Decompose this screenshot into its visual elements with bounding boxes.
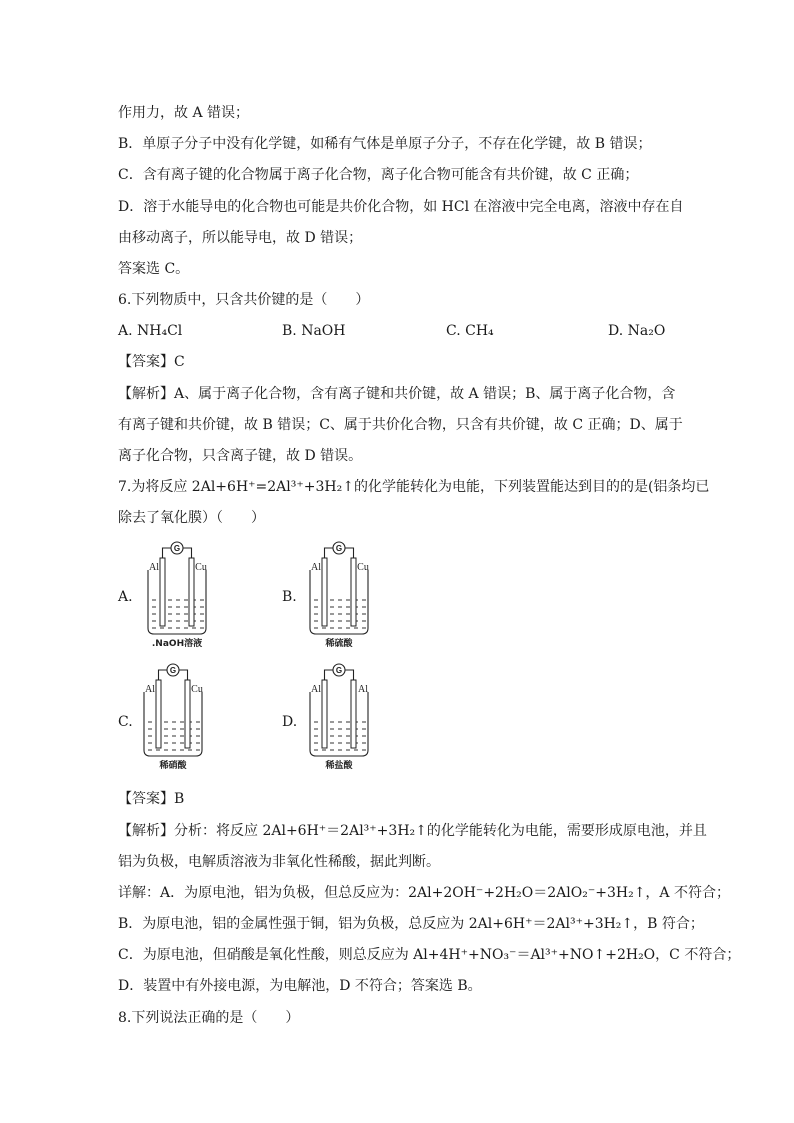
wire-right <box>183 548 192 558</box>
galvanometer-label: G <box>169 666 177 675</box>
cell-diagram <box>140 662 206 772</box>
left-electrode <box>322 680 327 748</box>
right-electrode-label: Al <box>358 684 368 695</box>
wire-right <box>179 670 188 680</box>
q7-analysis-line: C．为原电池，但硝酸是氧化性酸，则总反应为 Al+4H⁺+NO₃⁻＝Al³⁺+NO↑+2H₂O，C 不符合； <box>118 947 741 963</box>
beaker <box>144 692 202 756</box>
q7-option-label: A. <box>118 589 133 605</box>
cell-diagram <box>306 662 372 772</box>
text-line: 由移动离子，所以能导电，故 D 错误； <box>118 230 363 246</box>
q6-analysis-line: 有离子键和共价键，故 B 错误；C、属于共价化合物，只含有共价键，故 C 正确；D、属于 <box>118 417 683 433</box>
wire-right <box>345 548 354 558</box>
q6-option-a: A. NH₄Cl <box>118 323 183 339</box>
q7-analysis-line: 【解析】分析：将反应 2Al+6H⁺＝2Al³⁺+3H₂↑的化学能转化为电能，需要形成原电池，并且 <box>118 823 707 839</box>
question-8-stem: 8.下列说法正确的是（ ） <box>118 1010 300 1026</box>
solution-label: 稀硫酸 <box>325 639 353 649</box>
wire-left <box>163 548 172 558</box>
left-electrode <box>160 558 165 626</box>
left-electrode <box>322 558 327 626</box>
q7-analysis-line: 铝为负极，电解质溶液为非氧化性稀酸，据此判断。 <box>118 854 440 870</box>
q6-analysis-line: 【解析】A、属于离子化合物，含有离子键和共价键，故 A 错误；B、属于离子化合物，含 <box>118 386 676 402</box>
left-electrode-label: Al <box>311 562 321 573</box>
q7-option-label: B. <box>282 589 297 605</box>
q6-option-d: D. Na₂O <box>608 323 666 339</box>
q6-answer: 【答案】C <box>118 354 185 370</box>
wire-right <box>345 670 354 680</box>
right-electrode <box>185 680 190 748</box>
left-electrode-label: Al <box>145 684 155 695</box>
beaker <box>310 570 368 634</box>
text-line: 答案选 C。 <box>118 261 190 277</box>
wire-left <box>325 670 334 680</box>
wire-left <box>325 548 334 558</box>
q7-option-label: C. <box>118 714 133 730</box>
solution-label: 稀盐酸 <box>325 761 353 771</box>
beaker <box>310 692 368 756</box>
right-electrode-label: Cu <box>191 684 203 695</box>
wire-left <box>159 670 168 680</box>
solution-label: .NaOH溶液 <box>151 639 203 649</box>
left-electrode-label: Al <box>149 562 159 573</box>
question-7-stem: 除去了氧化膜）（ ） <box>118 510 265 526</box>
question-7-stem: 7.为将反应 2Al+6H⁺=2Al³⁺+3H₂↑的化学能转化为电能，下列装置能达到目的的是(铝条均已 <box>118 479 710 495</box>
left-electrode <box>156 680 161 748</box>
galvanometer-label: G <box>335 544 343 553</box>
question-6-stem: 6.下列物质中，只含共价键的是（ ） <box>118 292 370 308</box>
q6-option-c: C. CH₄ <box>446 323 494 339</box>
cell-diagram <box>306 540 372 650</box>
text-line: B．单原子分子中没有化学键，如稀有气体是单原子分子，不存在化学键，故 B 错误； <box>118 136 652 152</box>
right-electrode <box>189 558 194 626</box>
text-line: D．溶于水能导电的化合物也可能是共价化合物，如 HCl 在溶液中完全电离，溶液中存在自 <box>118 199 684 215</box>
text-line: C．含有离子键的化合物属于离子化合物，离子化合物可能含有共价键，故 C 正确； <box>118 167 639 183</box>
q7-analysis-line: D．装置中有外接电源，为电解池，D 不符合；答案选 B。 <box>118 978 482 994</box>
galvanometer-label: G <box>335 666 343 675</box>
galvanometer-label: G <box>173 544 181 553</box>
beaker <box>148 570 206 634</box>
q6-option-b: B. NaOH <box>282 323 346 339</box>
right-electrode <box>351 680 356 748</box>
q6-analysis-line: 离子化合物，只含离子键，故 D 错误。 <box>118 448 363 464</box>
right-electrode-label: Cu <box>195 562 207 573</box>
right-electrode <box>351 558 356 626</box>
left-electrode-label: Al <box>311 684 321 695</box>
cell-diagram <box>144 540 210 650</box>
q7-option-label: D. <box>282 714 298 730</box>
q7-analysis-line: B．为原电池，铝的金属性强于铜，铝为负极，总反应为 2Al+6H⁺＝2Al³⁺+3H₂↑，B 符合； <box>118 916 704 932</box>
q7-answer: 【答案】B <box>118 791 185 807</box>
q7-analysis-line: 详解：A．为原电池，铝为负极，但总反应为：2Al+2OH⁻+2H₂O＝2AlO₂⁻+3H₂↑，A 不符合； <box>118 885 730 901</box>
text-line: 作用力，故 A 错误； <box>118 105 250 121</box>
solution-label: 稀硝酸 <box>159 761 187 771</box>
right-electrode-label: Cu <box>357 562 369 573</box>
